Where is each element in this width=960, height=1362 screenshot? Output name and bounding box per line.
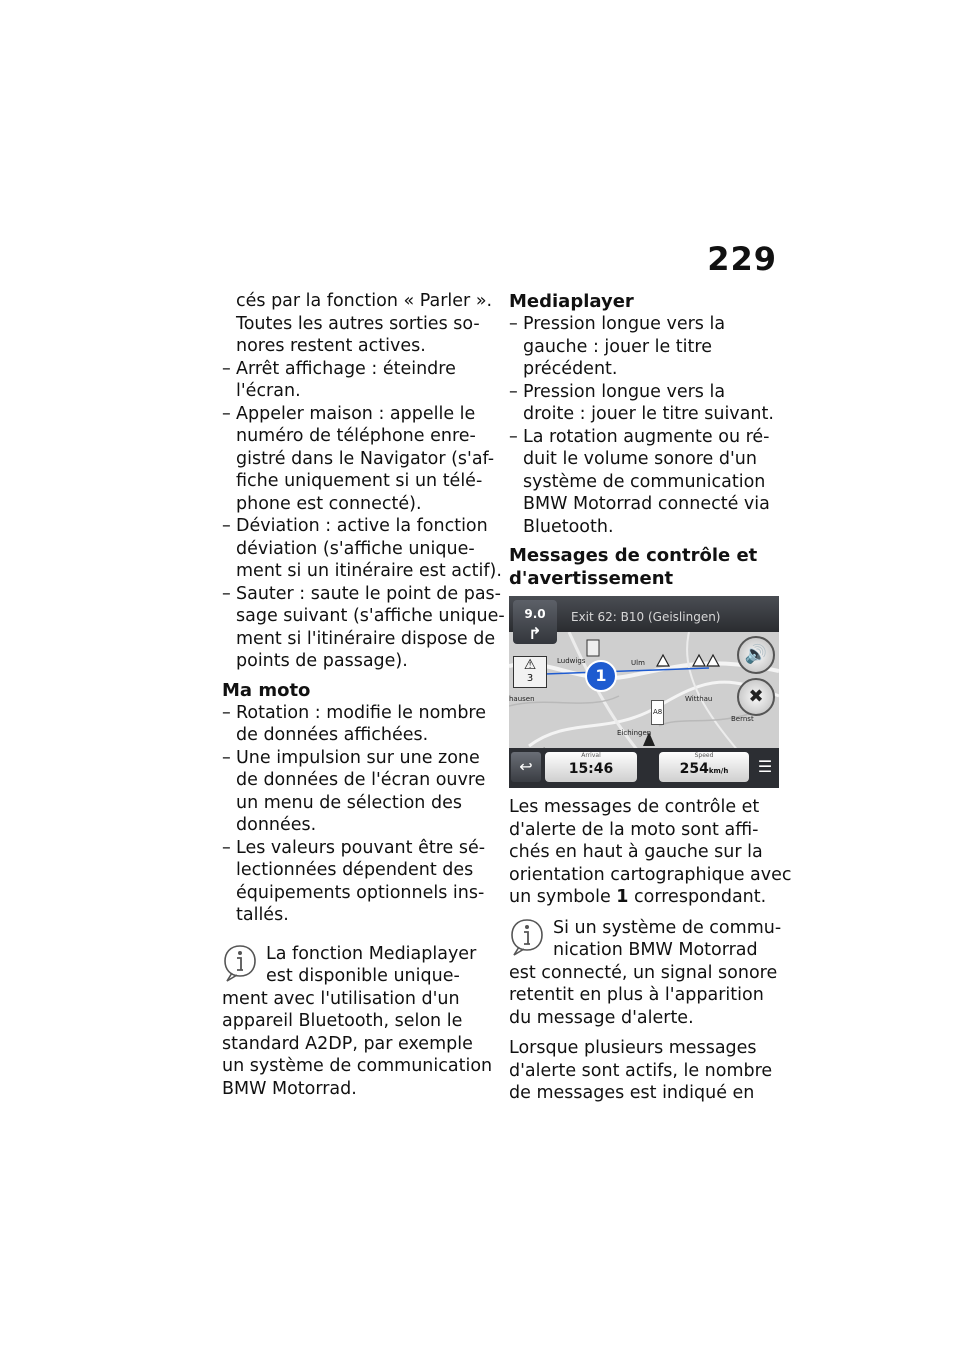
text-line: du message d'alerte. bbox=[509, 1007, 694, 1028]
back-icon[interactable]: ↩ bbox=[511, 752, 541, 782]
text-line: BMW Motorrad connecté via bbox=[523, 494, 770, 514]
text-line: l'écran. bbox=[236, 381, 301, 401]
text-line: gistré dans le Navigator (s'af- bbox=[236, 448, 495, 469]
text-line: Déviation : active la fonction bbox=[236, 516, 488, 536]
text-line: ment si l'itinéraire dispose de bbox=[236, 628, 496, 649]
map-place-label: Ludwigs bbox=[557, 657, 586, 665]
text-line: Les valeurs pouvant être sé- bbox=[236, 837, 486, 858]
text-line: système de communication bbox=[523, 471, 766, 492]
text-line: gauche : jouer le titre bbox=[523, 336, 712, 357]
text-line: tallés. bbox=[236, 905, 289, 925]
section-heading-ma-moto: Ma moto bbox=[222, 679, 311, 701]
navigation-screen-figure bbox=[509, 596, 779, 788]
text-line: standard A2DP, par exemple bbox=[222, 1033, 473, 1054]
text-line: d'alerte sont actifs, le nombre bbox=[509, 1060, 773, 1081]
text-line: La rotation augmente ou ré- bbox=[523, 426, 770, 447]
map-place-label: Ulm bbox=[631, 659, 645, 667]
map-place-label: Eichingen bbox=[617, 729, 652, 737]
text-line: duit le volume sonore d'un bbox=[523, 449, 757, 469]
symbol-reference: 1 bbox=[616, 887, 629, 907]
text-line: ment avec l'utilisation d'un bbox=[222, 988, 460, 1009]
page-number: 229 bbox=[707, 240, 777, 278]
arrival-field[interactable] bbox=[545, 752, 637, 782]
text-line: un symbole bbox=[509, 887, 617, 907]
text-line: de données affichées. bbox=[236, 725, 429, 745]
intro-paragraph bbox=[222, 290, 492, 358]
info-icon bbox=[509, 917, 545, 953]
text-line: sage suivant (s'affiche unique- bbox=[236, 606, 505, 626]
list-item: – Arrêt affichage : éteindre l'écran. bbox=[222, 358, 492, 403]
text-line: de données de l'écran ouvre bbox=[236, 770, 486, 790]
paragraph bbox=[509, 1037, 781, 1105]
list-item: – Rotation : modifie le nombre de données affichées. bbox=[222, 702, 492, 747]
text-line: Bluetooth. bbox=[523, 516, 614, 537]
text-line: est disponible unique- bbox=[266, 966, 460, 986]
section-heading-messages-cont: d'avertissement bbox=[509, 568, 674, 589]
text-line: déviation (s'affiche unique- bbox=[236, 538, 475, 559]
text-line: données. bbox=[236, 815, 317, 835]
text-line: équipements optionnels ins- bbox=[236, 882, 485, 903]
text-line: orientation cartographique avec bbox=[509, 864, 792, 885]
text-line: Lorsque plusieurs messages bbox=[509, 1038, 757, 1058]
text-line: Arrêt affichage : éteindre bbox=[236, 358, 456, 379]
text-line: Appeler maison : appelle le bbox=[236, 403, 476, 424]
text-line: d'alerte de la moto sont affi- bbox=[509, 819, 759, 840]
text-line: ment si un itinéraire est actif). bbox=[236, 561, 502, 581]
list-item: – Les valeurs pouvant être sé- lectionnées dépendent des équipements optionnels ins- tallés. bbox=[222, 837, 492, 927]
map-place-label: hausen bbox=[509, 695, 535, 703]
list-item: – La rotation augmente ou ré- duit le volume sonore d'un système de communication BMW Motorrad connecté via Bluetooth. bbox=[509, 426, 781, 539]
text-line: retentit en plus à l'apparition bbox=[509, 985, 764, 1005]
warning-triangle-icon: ⚠ bbox=[523, 657, 537, 673]
text-line: lectionnées dépendent des bbox=[236, 860, 474, 880]
arrival-label: Arrival bbox=[581, 752, 601, 759]
text-line: Si un système de commu- bbox=[553, 917, 782, 938]
warning-symbol[interactable] bbox=[513, 656, 547, 688]
text-line: Sauter : saute le point de pas- bbox=[236, 583, 501, 604]
callout-badge: 1 bbox=[585, 660, 617, 692]
text-line: cés par la fonction « Parler ». bbox=[236, 291, 493, 311]
paragraph bbox=[509, 796, 792, 909]
text-line: Pression longue vers la bbox=[523, 314, 726, 334]
list-item: – Sauter : saute le point de pas- sage suivant (s'affiche unique- ment si l'itinéraire dispose de points de passage). bbox=[222, 583, 505, 671]
menu-icon[interactable]: ☰ bbox=[757, 757, 773, 776]
map-place-label: Witthau bbox=[685, 695, 713, 703]
warning-count: 3 bbox=[526, 673, 534, 684]
speed-field[interactable] bbox=[659, 752, 749, 782]
next-turn-distance[interactable] bbox=[513, 600, 557, 644]
turn-arrow-icon: ↱ bbox=[528, 623, 542, 643]
arrival-value: 15:46 bbox=[568, 761, 614, 777]
text-line: correspondant. bbox=[628, 887, 767, 907]
text-line: numéro de téléphone enre- bbox=[236, 426, 476, 446]
section-heading-messages: Messages de contrôle et bbox=[509, 545, 758, 566]
list-item: – Déviation : active la fonction déviation (s'affiche unique- ment si un itinéraire est actif). bbox=[222, 516, 502, 581]
speed-unit: km/h bbox=[708, 767, 729, 775]
text-line: précédent. bbox=[523, 359, 618, 379]
list-item: – Une impulsion sur une zone de données de l'écran ouvre un menu de sélection des données. bbox=[222, 747, 492, 837]
text-line: La fonction Mediaplayer bbox=[266, 943, 477, 964]
info-note bbox=[509, 917, 781, 1030]
left-column bbox=[222, 290, 505, 1100]
list-item: – Pression longue vers la gauche : jouer le titre précédent. bbox=[509, 313, 781, 381]
speaker-icon[interactable]: 🔊 bbox=[737, 636, 775, 674]
speed-label: Speed bbox=[694, 752, 714, 759]
text-line: BMW Motorrad. bbox=[222, 1078, 357, 1099]
text-line: Pression longue vers la bbox=[523, 381, 726, 402]
text-line: fiche uniquement si un télé- bbox=[236, 471, 483, 491]
text-line: de messages est indiqué en bbox=[509, 1083, 755, 1103]
close-icon[interactable]: ✖ bbox=[737, 678, 775, 716]
motorway-label: A8 bbox=[651, 700, 664, 725]
info-icon bbox=[222, 943, 258, 979]
list-item: – Appeler maison : appelle le numéro de téléphone enre- gistré dans le Navigator (s'af- fiche uniquement si un télé- phone est connecté). bbox=[222, 403, 495, 514]
info-note bbox=[222, 943, 492, 1101]
text-line: droite : jouer le titre suivant. bbox=[523, 404, 774, 424]
exit-instruction: Exit 62: B10 (Geislingen) bbox=[571, 610, 721, 624]
section-heading-mediaplayer: Mediaplayer bbox=[509, 291, 634, 312]
text-line: phone est connecté). bbox=[236, 493, 422, 514]
text-line: est connecté, un signal sonore bbox=[509, 962, 778, 983]
text-line: Une impulsion sur une zone bbox=[236, 747, 480, 768]
list-item: – Pression longue vers la droite : jouer le titre suivant. bbox=[509, 381, 781, 426]
text-line: un menu de sélection des bbox=[236, 792, 462, 813]
right-column bbox=[509, 290, 792, 1105]
text-line: nores restent actives. bbox=[236, 336, 426, 356]
text-line: un système de communication bbox=[222, 1056, 493, 1076]
text-line: Rotation : modifie le nombre bbox=[236, 702, 487, 723]
distance-value: 9.0 bbox=[524, 607, 546, 621]
text-line: points de passage). bbox=[236, 651, 408, 671]
text-line: Les messages de contrôle et bbox=[509, 797, 760, 817]
speed-value: 254 bbox=[679, 761, 709, 777]
text-line: nication BMW Motorrad bbox=[553, 940, 758, 960]
text-line: appareil Bluetooth, selon le bbox=[222, 1011, 463, 1031]
text-line: Toutes les autres sorties so- bbox=[236, 313, 480, 334]
map-place-label: Bernst bbox=[731, 715, 754, 723]
text-line: chés en haut à gauche sur la bbox=[509, 842, 763, 862]
